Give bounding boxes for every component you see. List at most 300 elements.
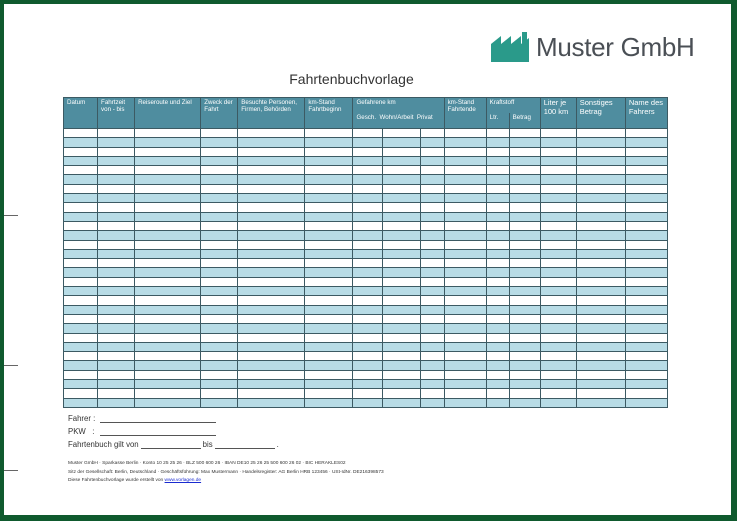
table-cell[interactable] [444, 184, 486, 193]
table-cell[interactable] [305, 352, 353, 361]
table-cell[interactable] [201, 380, 238, 389]
table-cell[interactable] [305, 277, 353, 286]
table-cell[interactable] [509, 166, 540, 175]
table-cell[interactable] [444, 212, 486, 221]
table-cell[interactable] [540, 138, 576, 147]
table-cell[interactable] [509, 314, 540, 323]
table-cell[interactable] [486, 287, 509, 296]
table-cell[interactable] [486, 147, 509, 156]
table-cell[interactable] [625, 324, 667, 333]
table-cell[interactable] [540, 352, 576, 361]
table-cell[interactable] [64, 305, 98, 314]
table-cell[interactable] [486, 314, 509, 323]
table-cell[interactable] [383, 175, 420, 184]
table-cell[interactable] [135, 305, 201, 314]
table-cell[interactable] [383, 212, 420, 221]
table-cell[interactable] [509, 287, 540, 296]
table-cell[interactable] [64, 268, 98, 277]
table-cell[interactable] [540, 194, 576, 203]
table-cell[interactable] [444, 352, 486, 361]
table-cell[interactable] [509, 203, 540, 212]
table-cell[interactable] [509, 138, 540, 147]
table-cell[interactable] [625, 147, 667, 156]
table-cell[interactable] [201, 277, 238, 286]
table-cell[interactable] [625, 259, 667, 268]
table-cell[interactable] [98, 380, 135, 389]
table-cell[interactable] [135, 147, 201, 156]
table-cell[interactable] [420, 333, 444, 342]
table-cell[interactable] [98, 259, 135, 268]
table-cell[interactable] [444, 268, 486, 277]
table-cell[interactable] [353, 240, 383, 249]
table-cell[interactable] [238, 361, 305, 370]
table-cell[interactable] [64, 287, 98, 296]
table-cell[interactable] [576, 212, 625, 221]
table-cell[interactable] [305, 361, 353, 370]
table-cell[interactable] [444, 166, 486, 175]
table-cell[interactable] [135, 342, 201, 351]
table-cell[interactable] [540, 342, 576, 351]
table-cell[interactable] [64, 324, 98, 333]
table-cell[interactable] [238, 147, 305, 156]
table-cell[interactable] [420, 184, 444, 193]
table-cell[interactable] [444, 333, 486, 342]
table-cell[interactable] [135, 156, 201, 165]
table-cell[interactable] [353, 249, 383, 258]
table-cell[interactable] [305, 342, 353, 351]
table-cell[interactable] [576, 138, 625, 147]
table-cell[interactable] [135, 259, 201, 268]
table-cell[interactable] [353, 380, 383, 389]
table-cell[interactable] [353, 333, 383, 342]
table-cell[interactable] [576, 287, 625, 296]
table-cell[interactable] [486, 156, 509, 165]
table-cell[interactable] [486, 249, 509, 258]
table-cell[interactable] [383, 398, 420, 407]
table-cell[interactable] [64, 398, 98, 407]
table-cell[interactable] [238, 314, 305, 323]
table-cell[interactable] [383, 277, 420, 286]
table-cell[interactable] [576, 398, 625, 407]
table-cell[interactable] [201, 129, 238, 138]
table-cell[interactable] [305, 333, 353, 342]
table-cell[interactable] [540, 249, 576, 258]
table-cell[interactable] [64, 147, 98, 156]
table-cell[interactable] [305, 249, 353, 258]
table-cell[interactable] [420, 389, 444, 398]
table-cell[interactable] [486, 268, 509, 277]
table-cell[interactable] [444, 380, 486, 389]
table-cell[interactable] [135, 138, 201, 147]
table-cell[interactable] [540, 231, 576, 240]
table-cell[interactable] [353, 277, 383, 286]
gilt-bis-field[interactable] [215, 439, 275, 449]
table-cell[interactable] [420, 203, 444, 212]
table-cell[interactable] [64, 166, 98, 175]
table-cell[interactable] [305, 240, 353, 249]
table-cell[interactable] [540, 287, 576, 296]
table-cell[interactable] [383, 129, 420, 138]
table-cell[interactable] [353, 138, 383, 147]
table-cell[interactable] [444, 138, 486, 147]
table-cell[interactable] [420, 361, 444, 370]
table-cell[interactable] [201, 156, 238, 165]
table-cell[interactable] [625, 231, 667, 240]
table-cell[interactable] [383, 361, 420, 370]
table-cell[interactable] [98, 221, 135, 230]
table-cell[interactable] [625, 333, 667, 342]
table-cell[interactable] [135, 296, 201, 305]
table-cell[interactable] [383, 147, 420, 156]
table-cell[interactable] [509, 277, 540, 286]
table-cell[interactable] [383, 333, 420, 342]
table-cell[interactable] [444, 156, 486, 165]
table-cell[interactable] [64, 277, 98, 286]
table-cell[interactable] [64, 314, 98, 323]
table-cell[interactable] [305, 166, 353, 175]
table-cell[interactable] [576, 380, 625, 389]
table-cell[interactable] [509, 194, 540, 203]
table-cell[interactable] [509, 156, 540, 165]
table-cell[interactable] [135, 184, 201, 193]
table-cell[interactable] [444, 370, 486, 379]
table-cell[interactable] [238, 287, 305, 296]
table-cell[interactable] [353, 268, 383, 277]
table-cell[interactable] [305, 156, 353, 165]
table-cell[interactable] [64, 156, 98, 165]
table-cell[interactable] [576, 361, 625, 370]
table-cell[interactable] [238, 342, 305, 351]
table-cell[interactable] [576, 194, 625, 203]
table-cell[interactable] [238, 296, 305, 305]
table-cell[interactable] [509, 249, 540, 258]
table-cell[interactable] [305, 184, 353, 193]
table-cell[interactable] [576, 249, 625, 258]
table-cell[interactable] [420, 277, 444, 286]
table-cell[interactable] [383, 194, 420, 203]
table-cell[interactable] [98, 212, 135, 221]
table-cell[interactable] [353, 194, 383, 203]
table-cell[interactable] [353, 287, 383, 296]
table-cell[interactable] [540, 240, 576, 249]
table-cell[interactable] [509, 361, 540, 370]
table-cell[interactable] [420, 147, 444, 156]
table-cell[interactable] [201, 138, 238, 147]
table-cell[interactable] [444, 296, 486, 305]
table-cell[interactable] [383, 370, 420, 379]
table-cell[interactable] [238, 138, 305, 147]
table-cell[interactable] [540, 389, 576, 398]
table-cell[interactable] [625, 240, 667, 249]
table-cell[interactable] [98, 333, 135, 342]
table-cell[interactable] [625, 380, 667, 389]
table-cell[interactable] [98, 240, 135, 249]
table-cell[interactable] [420, 156, 444, 165]
table-cell[interactable] [509, 147, 540, 156]
table-cell[interactable] [576, 296, 625, 305]
table-cell[interactable] [625, 138, 667, 147]
table-cell[interactable] [444, 361, 486, 370]
table-cell[interactable] [540, 129, 576, 138]
gilt-von-field[interactable] [141, 439, 201, 449]
table-cell[interactable] [64, 389, 98, 398]
table-cell[interactable] [625, 389, 667, 398]
table-cell[interactable] [486, 305, 509, 314]
table-cell[interactable] [486, 324, 509, 333]
table-cell[interactable] [238, 203, 305, 212]
table-cell[interactable] [305, 305, 353, 314]
table-cell[interactable] [576, 231, 625, 240]
table-cell[interactable] [625, 194, 667, 203]
table-cell[interactable] [135, 129, 201, 138]
table-cell[interactable] [98, 324, 135, 333]
table-cell[interactable] [486, 259, 509, 268]
table-cell[interactable] [135, 398, 201, 407]
table-cell[interactable] [540, 268, 576, 277]
table-cell[interactable] [64, 380, 98, 389]
table-cell[interactable] [353, 156, 383, 165]
table-cell[interactable] [64, 129, 98, 138]
table-cell[interactable] [238, 129, 305, 138]
table-cell[interactable] [383, 156, 420, 165]
table-cell[interactable] [238, 333, 305, 342]
table-cell[interactable] [64, 175, 98, 184]
table-cell[interactable] [201, 221, 238, 230]
table-cell[interactable] [509, 342, 540, 351]
table-cell[interactable] [353, 184, 383, 193]
table-cell[interactable] [383, 166, 420, 175]
table-cell[interactable] [486, 342, 509, 351]
table-cell[interactable] [238, 194, 305, 203]
table-cell[interactable] [486, 352, 509, 361]
table-cell[interactable] [486, 370, 509, 379]
table-cell[interactable] [420, 212, 444, 221]
table-cell[interactable] [444, 194, 486, 203]
table-cell[interactable] [420, 249, 444, 258]
table-cell[interactable] [486, 240, 509, 249]
table-cell[interactable] [238, 370, 305, 379]
table-cell[interactable] [486, 129, 509, 138]
table-cell[interactable] [135, 389, 201, 398]
table-cell[interactable] [576, 370, 625, 379]
table-cell[interactable] [625, 175, 667, 184]
table-cell[interactable] [540, 324, 576, 333]
table-cell[interactable] [540, 175, 576, 184]
table-cell[interactable] [540, 166, 576, 175]
table-cell[interactable] [420, 398, 444, 407]
table-cell[interactable] [98, 296, 135, 305]
table-cell[interactable] [64, 296, 98, 305]
table-cell[interactable] [201, 166, 238, 175]
table-cell[interactable] [509, 240, 540, 249]
table-cell[interactable] [305, 147, 353, 156]
table-cell[interactable] [64, 249, 98, 258]
table-cell[interactable] [201, 398, 238, 407]
table-cell[interactable] [305, 203, 353, 212]
table-cell[interactable] [625, 305, 667, 314]
table-cell[interactable] [98, 138, 135, 147]
table-cell[interactable] [444, 221, 486, 230]
table-cell[interactable] [98, 203, 135, 212]
table-cell[interactable] [540, 184, 576, 193]
table-cell[interactable] [98, 175, 135, 184]
table-cell[interactable] [509, 389, 540, 398]
table-cell[interactable] [98, 129, 135, 138]
table-cell[interactable] [98, 361, 135, 370]
table-cell[interactable] [305, 380, 353, 389]
table-cell[interactable] [135, 249, 201, 258]
table-cell[interactable] [238, 305, 305, 314]
table-cell[interactable] [201, 314, 238, 323]
table-cell[interactable] [540, 156, 576, 165]
table-cell[interactable] [540, 314, 576, 323]
table-cell[interactable] [98, 342, 135, 351]
table-cell[interactable] [540, 398, 576, 407]
table-cell[interactable] [353, 166, 383, 175]
table-cell[interactable] [64, 333, 98, 342]
table-cell[interactable] [486, 389, 509, 398]
table-cell[interactable] [625, 314, 667, 323]
table-cell[interactable] [420, 352, 444, 361]
table-cell[interactable] [420, 138, 444, 147]
table-cell[interactable] [201, 389, 238, 398]
table-cell[interactable] [98, 184, 135, 193]
table-cell[interactable] [444, 231, 486, 240]
table-cell[interactable] [383, 240, 420, 249]
table-cell[interactable] [420, 221, 444, 230]
table-cell[interactable] [576, 156, 625, 165]
table-cell[interactable] [305, 212, 353, 221]
table-cell[interactable] [305, 259, 353, 268]
table-cell[interactable] [625, 277, 667, 286]
table-cell[interactable] [201, 370, 238, 379]
table-cell[interactable] [238, 175, 305, 184]
pkw-field[interactable] [100, 426, 216, 436]
table-cell[interactable] [305, 194, 353, 203]
table-cell[interactable] [509, 324, 540, 333]
table-cell[interactable] [420, 296, 444, 305]
table-cell[interactable] [64, 259, 98, 268]
table-cell[interactable] [486, 277, 509, 286]
table-cell[interactable] [135, 268, 201, 277]
table-cell[interactable] [98, 249, 135, 258]
table-cell[interactable] [353, 147, 383, 156]
table-cell[interactable] [486, 175, 509, 184]
table-cell[interactable] [444, 240, 486, 249]
table-cell[interactable] [305, 370, 353, 379]
table-cell[interactable] [353, 203, 383, 212]
table-cell[interactable] [540, 203, 576, 212]
table-cell[interactable] [420, 231, 444, 240]
table-cell[interactable] [509, 305, 540, 314]
table-cell[interactable] [486, 203, 509, 212]
table-cell[interactable] [540, 333, 576, 342]
table-cell[interactable] [625, 370, 667, 379]
table-cell[interactable] [509, 296, 540, 305]
table-cell[interactable] [444, 277, 486, 286]
table-cell[interactable] [305, 175, 353, 184]
table-cell[interactable] [238, 380, 305, 389]
table-cell[interactable] [238, 352, 305, 361]
table-cell[interactable] [305, 296, 353, 305]
table-cell[interactable] [201, 268, 238, 277]
table-cell[interactable] [486, 138, 509, 147]
table-cell[interactable] [353, 305, 383, 314]
table-cell[interactable] [98, 194, 135, 203]
table-cell[interactable] [353, 296, 383, 305]
table-cell[interactable] [305, 287, 353, 296]
table-cell[interactable] [64, 240, 98, 249]
table-cell[interactable] [201, 305, 238, 314]
table-cell[interactable] [625, 166, 667, 175]
table-cell[interactable] [625, 212, 667, 221]
table-cell[interactable] [576, 147, 625, 156]
table-cell[interactable] [135, 380, 201, 389]
table-cell[interactable] [135, 194, 201, 203]
table-cell[interactable] [576, 314, 625, 323]
table-cell[interactable] [625, 296, 667, 305]
table-cell[interactable] [238, 268, 305, 277]
table-cell[interactable] [135, 240, 201, 249]
table-cell[interactable] [625, 342, 667, 351]
table-cell[interactable] [383, 259, 420, 268]
table-cell[interactable] [98, 352, 135, 361]
table-cell[interactable] [201, 231, 238, 240]
table-cell[interactable] [625, 203, 667, 212]
table-cell[interactable] [383, 287, 420, 296]
table-cell[interactable] [305, 129, 353, 138]
table-cell[interactable] [135, 333, 201, 342]
table-cell[interactable] [383, 342, 420, 351]
table-cell[interactable] [509, 212, 540, 221]
table-cell[interactable] [201, 203, 238, 212]
table-cell[interactable] [383, 138, 420, 147]
table-cell[interactable] [576, 166, 625, 175]
table-cell[interactable] [444, 287, 486, 296]
table-cell[interactable] [576, 240, 625, 249]
table-cell[interactable] [444, 203, 486, 212]
table-cell[interactable] [305, 221, 353, 230]
table-cell[interactable] [64, 221, 98, 230]
table-cell[interactable] [305, 324, 353, 333]
table-cell[interactable] [576, 389, 625, 398]
table-cell[interactable] [540, 212, 576, 221]
table-cell[interactable] [98, 314, 135, 323]
table-cell[interactable] [64, 184, 98, 193]
table-cell[interactable] [238, 249, 305, 258]
table-cell[interactable] [625, 361, 667, 370]
table-cell[interactable] [201, 361, 238, 370]
table-cell[interactable] [238, 277, 305, 286]
table-cell[interactable] [420, 342, 444, 351]
table-cell[interactable] [540, 296, 576, 305]
table-cell[interactable] [238, 324, 305, 333]
table-cell[interactable] [444, 398, 486, 407]
table-cell[interactable] [509, 231, 540, 240]
table-cell[interactable] [353, 259, 383, 268]
table-cell[interactable] [420, 175, 444, 184]
table-cell[interactable] [486, 166, 509, 175]
table-cell[interactable] [383, 352, 420, 361]
table-cell[interactable] [353, 129, 383, 138]
table-cell[interactable] [383, 305, 420, 314]
table-cell[interactable] [201, 249, 238, 258]
table-cell[interactable] [509, 352, 540, 361]
table-cell[interactable] [509, 370, 540, 379]
table-cell[interactable] [576, 203, 625, 212]
table-cell[interactable] [98, 156, 135, 165]
table-cell[interactable] [444, 389, 486, 398]
